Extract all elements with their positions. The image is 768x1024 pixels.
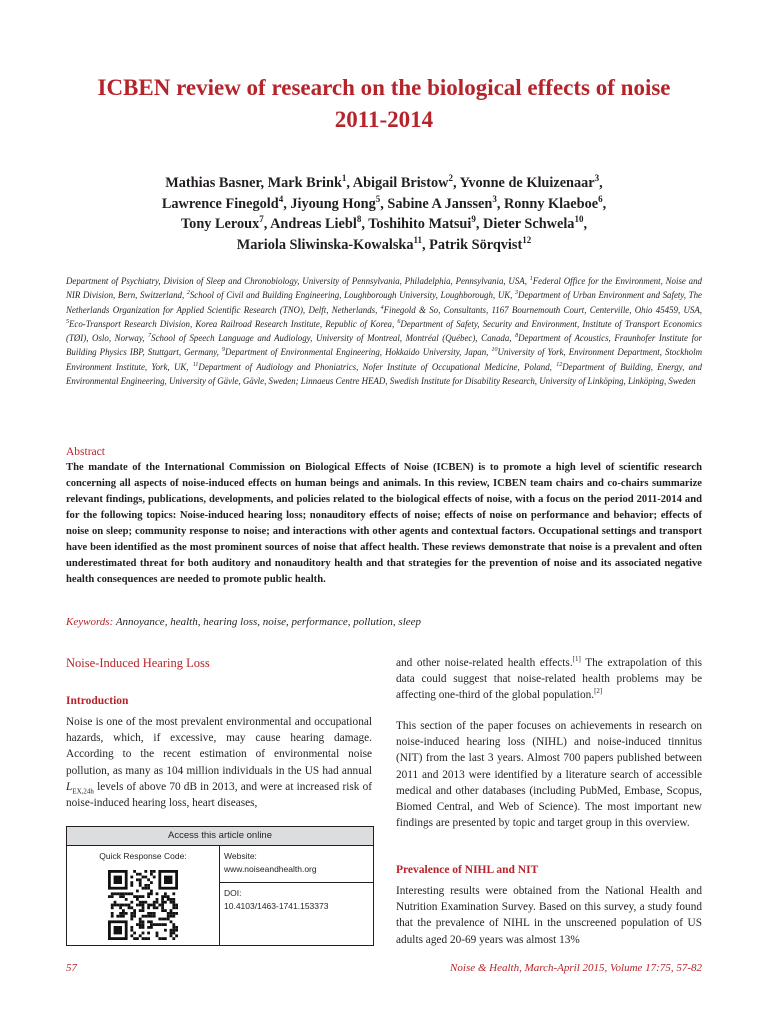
author-affiliation-number: 7 xyxy=(259,214,264,225)
author-affiliation-number: 5 xyxy=(375,193,381,204)
author-affiliation-number: 3 xyxy=(594,173,600,184)
affiliation-text: Department of Safety, Security and Environment, Institute of Transport Economics (TØI), Oslo, Norway, xyxy=(66,318,702,344)
website-doi-cell xyxy=(220,846,373,945)
affiliation-text: Department of Audiology and Phoniatrics, Nofer Institute of Occupational Medicine, Poland, xyxy=(198,361,557,372)
affiliation-number: 12 xyxy=(556,361,563,368)
affiliation-text: School of Civil and Building Engineering, Loughborough University, Loughborough, UK, xyxy=(189,290,516,301)
affiliation-number: 10 xyxy=(491,347,498,354)
author-name: , Yvonne de Kluizenaar xyxy=(452,175,595,191)
website-link[interactable]: www.noiseandhealth.org xyxy=(224,864,317,874)
affiliation-number: 4 xyxy=(380,304,384,311)
author-name: , Andreas Liebl xyxy=(263,216,357,232)
access-article-box xyxy=(66,826,374,946)
author-line xyxy=(70,173,698,194)
affiliation-text: Department of Psychiatry, Division of Sleep and Chronobiology, University of Pennsylvania, Philadelphia, Pennsylvania, USA, xyxy=(66,276,530,286)
l-subscript: EX,24h xyxy=(72,787,94,796)
intro-text-a: Noise is one of the most prevalent environmental and occupational hazards, which, if excessive, may cause hearing damage. According to the recent estimation of environmental noise pollution, as many as 104 million individuals in the US had annual xyxy=(66,716,372,777)
affiliation-text: Department of Urban Environment and Safety, The Netherlands Organization for Applied Scientific Research (TNO), Delft, Netherlands, xyxy=(66,290,702,315)
author-affiliation-number: 12 xyxy=(522,234,532,245)
author-name: Tony Leroux xyxy=(180,216,260,232)
author-affiliation-number: 1 xyxy=(341,173,347,184)
qr-label: Quick Response Code: xyxy=(99,851,187,861)
citation-1[interactable]: [1] xyxy=(572,655,581,664)
author-affiliation-number: 11 xyxy=(413,234,423,245)
article-title xyxy=(40,72,728,136)
doi-cell xyxy=(220,883,373,915)
qr-cell xyxy=(67,846,220,945)
affiliation-number: 8 xyxy=(515,333,519,340)
author-affiliation-number: 2 xyxy=(448,173,453,184)
page-number: 57 xyxy=(66,962,77,974)
title-line-2: 2011-2014 xyxy=(334,107,434,132)
journal-citation: Noise & Health, March-April 2015, Volume 17:75, 57-82 xyxy=(450,962,702,974)
author-name: Lawrence Finegold xyxy=(161,195,279,212)
title-line-1: ICBEN review of research on the biological effects of noise xyxy=(97,75,671,100)
doi-label: DOI: xyxy=(224,888,242,898)
affiliation-text: University of York, Environment Department, Stockholm Environment Institute, York, UK, xyxy=(66,347,702,372)
website-label: Website: xyxy=(224,851,257,861)
author-name: Mariola Sliwinska-Kowalska xyxy=(236,236,414,253)
intro-paragraph xyxy=(66,714,372,811)
affiliation-number: 9 xyxy=(221,347,225,354)
author-name: , Sabine A Janssen xyxy=(380,195,493,212)
author-name: , Toshihito Matsui xyxy=(361,216,472,232)
author-name: , Jiyoung Hong xyxy=(283,195,376,212)
keywords-text: Annoyance, health, hearing loss, noise, performance, pollution, sleep xyxy=(115,616,422,628)
author-name: Mathias Basner, Mark Brink xyxy=(165,175,342,191)
intro-heading: Introduction xyxy=(66,695,129,707)
affiliation-number: 11 xyxy=(192,361,199,368)
affiliation-text: School of Speech Language and Audiology, University of Montreal, Montréal (Québec), Canada, xyxy=(151,333,516,344)
author-name: , xyxy=(583,216,588,232)
rp1-text-a: and other noise-related health effects. xyxy=(396,657,573,669)
affiliation-number: 6 xyxy=(397,318,401,325)
author-line xyxy=(70,194,698,215)
right-paragraph-2: This section of the paper focuses on achievements in research on noise-induced hearing loss (NIHL) and noise-induced tinnitus (NIT) from the last 3 years. Almost 700 papers published between 2011 and 2013 were identified by a literature search of accessible medical and other databases (including PubMed, Embase, Scopus, Biomed Central, and Web of Science). The most important new findings are presented by topic and target group in this overview. xyxy=(396,720,702,830)
affiliation-number: 1 xyxy=(529,276,533,283)
author-name: , xyxy=(599,175,603,191)
citation-2[interactable]: [2] xyxy=(594,687,603,696)
affiliation-number: 7 xyxy=(148,333,152,340)
doi-link[interactable]: 10.4103/1463-1741.153373 xyxy=(224,901,329,911)
author-name: , Dieter Schwela xyxy=(475,216,575,232)
affiliation-number: 5 xyxy=(66,318,69,325)
affiliation-text: Finegold & So, Consultants, 1167 Bournemouth Court, Centerville, Ohio 45459, USA, xyxy=(383,304,702,315)
author-affiliation-number: 3 xyxy=(492,193,497,204)
affiliation-text: Department of Environmental Engineering, Hokkaido University, Japan, xyxy=(224,347,492,358)
l-variable: L xyxy=(66,780,73,793)
access-box-header: Access this article online xyxy=(67,827,373,846)
author-affiliation-number: 8 xyxy=(356,214,362,225)
right-paragraph-1 xyxy=(396,655,702,704)
affiliation-number: 3 xyxy=(515,290,519,297)
abstract-text: The mandate of the International Commission on Biological Effects of Noise (ICBEN) is to promote a high level of scientific research concerning all aspects of noise-induced effects on human beings and animals. In this review, ICBEN team chairs and co-chairs summarize relevant findings, publications, developments, and policies related to the biological effects of noise, with a focus on the period 2011-2014 and for the following topics: Noise-induced hearing loss; nonauditory effects of noise; effects of noise on performance and behavior; effects of noise on sleep; community response to noise; and interactions with other agents and contextual factors. Occupational settings and transport have been identified as the most prominent sources of noise that affect health. These reviews demonstrate that noise is a prevalent and often underestimated threat for both auditory and nonauditory health and that strategies for the prevention of noise and its associated negative health consequences are needed to promote public health. xyxy=(66,462,702,585)
qr-code-icon[interactable] xyxy=(108,870,178,940)
keywords-label: Keywords: xyxy=(66,616,114,628)
author-affiliation-number: 6 xyxy=(598,193,603,204)
abstract-heading: Abstract xyxy=(66,446,105,458)
affiliation-text: Federal Office for the Environment, Noise and NIR Division, Bern, Switzerland, xyxy=(66,276,702,301)
intro-text-b: levels of above 70 dB in 2013, and were at increased risk of noise-induced hearing loss, heart diseases, xyxy=(66,780,372,810)
rp1-text-b: The extrapolation of this data could suggest that noise-related health problems may be affecting one-third of the global population. xyxy=(396,657,702,702)
author-list xyxy=(70,173,698,255)
affiliations xyxy=(66,274,702,388)
affiliation-text: Eco-Transport Research Division, Korea Railroad Research Institute, Republic of Korea, xyxy=(69,318,398,329)
affiliation-text: Department of Building, Energy, and Environmental Engineering, University of Gävle, Gävle, Sweden; Linnaeus Centre HEAD, Swedish Institute for Disability Research, University of Linköping, Linköping, Sweden xyxy=(66,361,702,387)
section-title: Noise-Induced Hearing Loss xyxy=(66,656,210,670)
right-paragraph-3: Interesting results were obtained from the National Health and Nutrition Examination Survey. Based on this survey, a study found that the prevalence of NIHL in the unscreened population of US adults aged 20-69 years was almost 13% xyxy=(396,885,702,946)
author-affiliation-number: 9 xyxy=(471,214,476,225)
affiliation-text: Department of Acoustics, Fraunhofer Institute for Building Physics IBP, Stuttgart, Germany, xyxy=(66,333,702,358)
author-affiliation-number: 10 xyxy=(574,214,584,225)
website-cell xyxy=(220,846,373,883)
prevalence-heading: Prevalence of NIHL and NIT xyxy=(396,864,539,876)
author-line xyxy=(70,235,698,256)
author-name: , Ronny Klaeboe xyxy=(496,195,599,212)
author-affiliation-number: 4 xyxy=(278,193,284,204)
author-name: , xyxy=(602,195,607,212)
author-line xyxy=(70,214,698,235)
keywords xyxy=(66,616,421,628)
author-name: , Patrik Sörqvist xyxy=(422,236,523,253)
author-name: , Abigail Bristow xyxy=(346,175,449,191)
affiliation-number: 2 xyxy=(186,290,190,297)
